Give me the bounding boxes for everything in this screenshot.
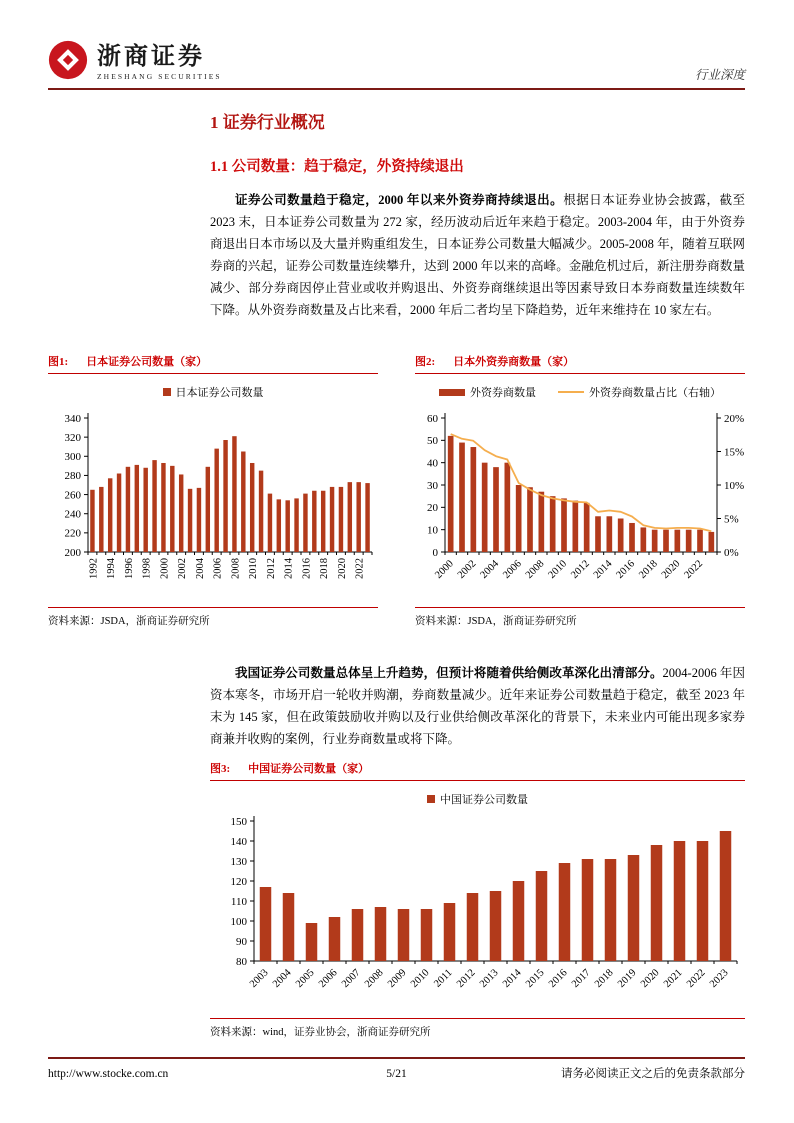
svg-text:2012: 2012 xyxy=(454,967,478,990)
report-type-label: 行业深度 xyxy=(694,68,745,82)
square-swatch-icon xyxy=(163,388,171,396)
page-footer xyxy=(48,1057,745,1081)
svg-text:2023: 2023 xyxy=(707,967,731,990)
figure-3-title-row xyxy=(210,760,745,781)
svg-text:60: 60 xyxy=(427,412,438,425)
svg-text:240: 240 xyxy=(64,508,81,521)
figure-1-title-row xyxy=(48,353,378,374)
svg-text:2010: 2010 xyxy=(248,558,260,579)
svg-text:120: 120 xyxy=(230,875,247,888)
figure-1-legend xyxy=(48,384,378,400)
figure-2 xyxy=(415,353,745,628)
square-swatch-icon xyxy=(427,795,435,803)
brand-name-cn: 浙商证券 xyxy=(97,43,205,71)
svg-text:5%: 5% xyxy=(724,513,739,526)
figure-1-body xyxy=(48,374,378,608)
figure-3-label: 图3: xyxy=(210,763,231,775)
zheshang-logo-icon xyxy=(48,40,88,85)
figure-2-source: 资料来源：JSDA，浙商证券研究所 xyxy=(415,616,577,627)
japan-securities-count-chart xyxy=(48,404,378,600)
svg-text:10%: 10% xyxy=(724,479,745,492)
figure-2-label: 图2: xyxy=(415,356,436,368)
figure-3-body xyxy=(210,781,745,1019)
figure-1 xyxy=(48,353,378,628)
svg-text:2018: 2018 xyxy=(319,558,331,579)
svg-text:2016: 2016 xyxy=(614,558,638,581)
paragraph-china-lead: 我国证券公司数量总体呈上升趋势，但预计将随着供给侧改革深化出清部分。 xyxy=(235,666,663,680)
svg-text:50: 50 xyxy=(427,435,438,448)
figure-3-title: 中国证券公司数量（家） xyxy=(248,763,370,775)
footer-disclaimer: 请务必阅读正文之后的免责条款部分 xyxy=(561,1068,746,1080)
svg-text:110: 110 xyxy=(230,895,247,908)
svg-text:260: 260 xyxy=(64,489,81,502)
legend-item xyxy=(439,384,536,400)
svg-text:2020: 2020 xyxy=(336,558,348,579)
svg-text:300: 300 xyxy=(64,451,81,464)
svg-text:2000: 2000 xyxy=(433,558,456,581)
paragraph-japan-lead: 证券公司数量趋于稳定，2000 年以来外资券商持续退出。 xyxy=(235,193,564,207)
svg-text:2006: 2006 xyxy=(212,558,224,579)
line-swatch-icon xyxy=(558,391,584,393)
legend-label: 外资券商数量 xyxy=(470,387,536,399)
figures-row xyxy=(48,353,745,628)
svg-text:2020: 2020 xyxy=(659,558,683,581)
legend-label: 日本证券公司数量 xyxy=(175,387,264,399)
figure-3-legend xyxy=(210,791,745,807)
svg-text:20: 20 xyxy=(427,502,438,515)
figure-3-source: 资料来源：wind，证券业协会，浙商证券研究所 xyxy=(210,1027,431,1038)
figure-2-title-row xyxy=(415,353,745,374)
svg-text:150: 150 xyxy=(230,815,247,828)
svg-text:10: 10 xyxy=(427,524,438,537)
svg-text:2016: 2016 xyxy=(546,967,570,990)
svg-text:20%: 20% xyxy=(724,412,745,425)
svg-text:30: 30 xyxy=(427,479,438,492)
svg-text:2003: 2003 xyxy=(247,967,271,990)
figure-1-label: 图1: xyxy=(48,356,69,368)
svg-text:2004: 2004 xyxy=(194,558,206,579)
svg-text:2006: 2006 xyxy=(316,967,340,990)
figure-2-title: 日本外资券商数量（家） xyxy=(453,356,575,368)
svg-text:2017: 2017 xyxy=(569,967,593,990)
svg-text:2004: 2004 xyxy=(478,558,502,581)
svg-text:2010: 2010 xyxy=(546,558,570,581)
subsection-title: 1.1 公司数量：趋于稳定，外资持续退出 xyxy=(210,159,464,175)
legend-label: 外资券商数量占比（右轴） xyxy=(589,387,721,399)
svg-text:340: 340 xyxy=(64,412,81,425)
svg-text:1994: 1994 xyxy=(106,558,118,579)
svg-text:2004: 2004 xyxy=(270,967,294,990)
svg-text:2022: 2022 xyxy=(682,558,706,581)
svg-text:2013: 2013 xyxy=(477,967,501,990)
svg-text:80: 80 xyxy=(236,955,247,968)
svg-text:2005: 2005 xyxy=(293,967,317,990)
figure-2-legend xyxy=(415,384,745,400)
svg-text:2016: 2016 xyxy=(301,558,313,579)
paragraph-japan-body: 根据日本证券业协会披露，截至 2023 末，日本证券公司数量为 272 家，经历波动后近年来趋于稳定。2003-2004 年，由于外资券商退出日本市场以及大量并购重组发生，日本证券公司数量大幅减少。2005-2008 年，随着互联网券商的兴起，证券公司数量连续攀升，达到 2000 年以来的高峰。金融危机过后，新注册券商数量减少、部分券商因停止营业或收并购退出、外资券商继续退出等因素导致日本券商数量连续数年下降。从外资券商数量及占比来看，2000 年后二者均呈下降趋势，近年来维持在 10 家左右。 xyxy=(210,193,745,317)
page-header xyxy=(48,40,745,90)
svg-text:2008: 2008 xyxy=(523,558,547,581)
svg-text:1998: 1998 xyxy=(141,558,153,579)
china-securities-count-chart xyxy=(210,811,745,1011)
svg-text:2022: 2022 xyxy=(354,558,366,579)
legend-label: 中国证券公司数量 xyxy=(440,794,528,806)
legend-item xyxy=(427,791,528,807)
brand-name-en: ZHESHANG SECURITIES xyxy=(97,71,222,81)
section-title: 1 证券行业概况 xyxy=(210,113,325,132)
svg-text:0: 0 xyxy=(432,546,438,559)
brand xyxy=(48,40,222,85)
svg-text:2014: 2014 xyxy=(500,967,524,990)
svg-text:2019: 2019 xyxy=(615,967,639,990)
svg-text:2009: 2009 xyxy=(385,967,409,990)
svg-text:200: 200 xyxy=(64,546,81,559)
svg-text:2012: 2012 xyxy=(265,558,277,579)
svg-text:1996: 1996 xyxy=(123,558,135,579)
svg-text:2002: 2002 xyxy=(177,558,189,579)
svg-text:140: 140 xyxy=(230,835,247,848)
svg-text:2010: 2010 xyxy=(408,967,432,990)
svg-text:2007: 2007 xyxy=(339,967,363,990)
svg-text:40: 40 xyxy=(427,457,438,470)
svg-text:1992: 1992 xyxy=(88,558,100,579)
svg-text:130: 130 xyxy=(230,855,247,868)
svg-text:2008: 2008 xyxy=(362,967,386,990)
svg-text:2014: 2014 xyxy=(283,558,295,579)
svg-text:0%: 0% xyxy=(724,546,739,559)
figure-2-body xyxy=(415,374,745,608)
paragraph-china-body: 2004-2006 年因资本寒冬，市场开启一轮收并购潮，券商数量减少。近年来证券公司数量趋于稳定，截至 2023 年末为 145 家，但在政策鼓励收并购以及行业供给侧改革深化的背景下，未来业内可能出现多家券商兼并收购的案例，行业券商数量或将下降。 xyxy=(210,666,745,746)
brand-text xyxy=(97,44,222,80)
svg-text:2002: 2002 xyxy=(455,558,479,581)
paragraph-china xyxy=(210,662,745,750)
svg-text:2008: 2008 xyxy=(230,558,242,579)
svg-text:2000: 2000 xyxy=(159,558,171,579)
svg-text:2018: 2018 xyxy=(637,558,660,581)
svg-text:2006: 2006 xyxy=(501,558,524,581)
svg-text:2015: 2015 xyxy=(523,967,547,990)
svg-text:2018: 2018 xyxy=(592,967,616,990)
svg-text:2011: 2011 xyxy=(432,967,455,990)
svg-text:15%: 15% xyxy=(724,446,745,459)
japan-foreign-brokers-chart xyxy=(415,404,752,600)
svg-text:2012: 2012 xyxy=(569,558,592,581)
svg-text:2022: 2022 xyxy=(684,967,708,990)
footer-page-number: 5/21 xyxy=(386,1068,407,1080)
figure-3 xyxy=(210,760,745,1039)
legend-item xyxy=(558,384,721,400)
figure-1-title: 日本证券公司数量（家） xyxy=(86,356,208,368)
figure-1-source: 资料来源：JSDA，浙商证券研究所 xyxy=(48,616,210,627)
bar-swatch-icon xyxy=(439,389,465,396)
svg-text:90: 90 xyxy=(236,935,247,948)
svg-text:2021: 2021 xyxy=(661,967,685,990)
svg-text:100: 100 xyxy=(230,915,247,928)
svg-text:320: 320 xyxy=(64,431,81,444)
footer-url-link[interactable]: http://www.stocke.com.cn xyxy=(48,1068,169,1080)
legend-item xyxy=(163,384,264,400)
svg-text:220: 220 xyxy=(64,527,81,540)
svg-text:2020: 2020 xyxy=(638,967,662,990)
svg-text:2014: 2014 xyxy=(591,558,615,581)
paragraph-japan xyxy=(210,189,745,321)
svg-text:280: 280 xyxy=(64,470,81,483)
